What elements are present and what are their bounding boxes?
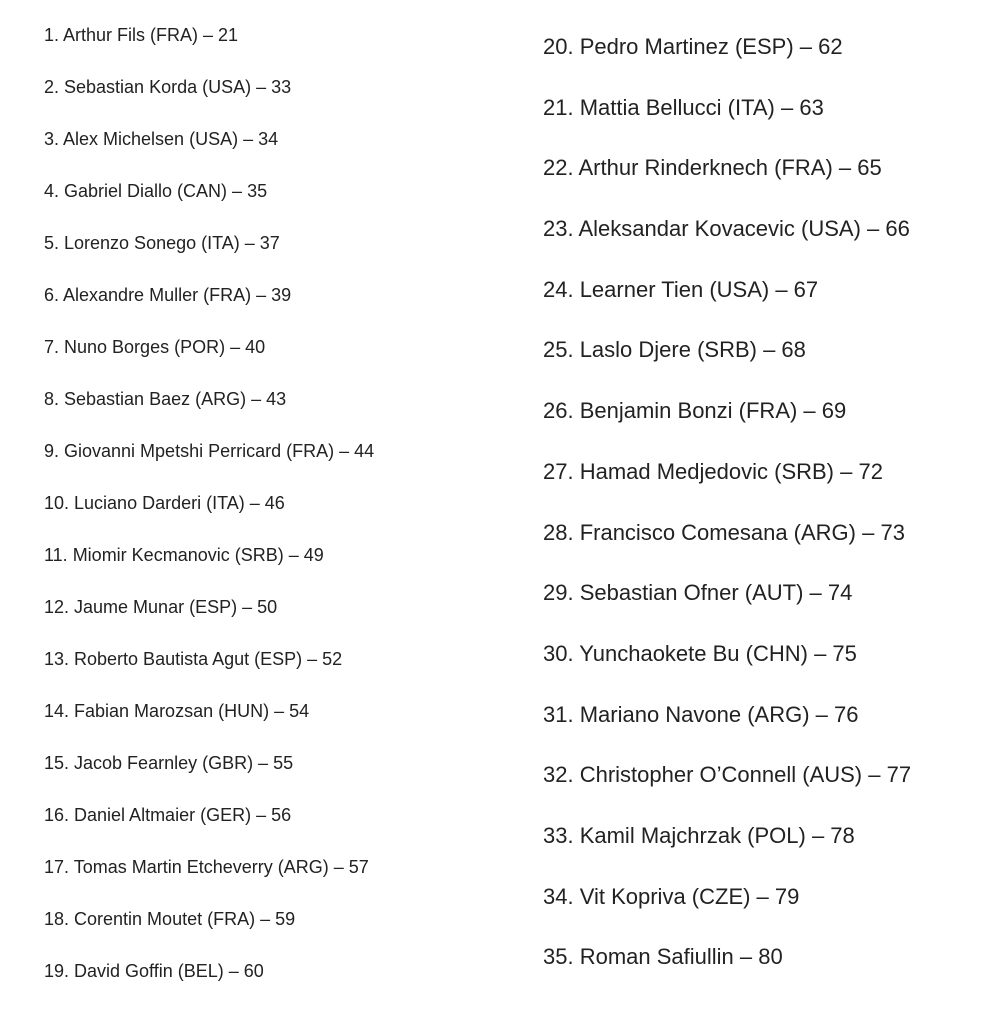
list-item: 35. Roman Safiullin – 80 — [543, 944, 783, 970]
list-item: 19. David Goffin (BEL) – 60 — [44, 961, 264, 981]
list-item: 28. Francisco Comesana (ARG) – 73 — [543, 519, 905, 545]
list-item: 17. Tomas Martin Etcheverry (ARG) – 57 — [44, 857, 369, 877]
list-item: 5. Lorenzo Sonego (ITA) – 37 — [44, 233, 280, 253]
list-item: 20. Pedro Martinez (ESP) – 62 — [543, 34, 843, 59]
list-item: 30. Yunchaokete Bu (CHN) – 75 — [543, 640, 857, 666]
list-item: 13. Roberto Bautista Agut (ESP) – 52 — [44, 649, 343, 669]
list-item: 15. Jacob Fearnley (GBR) – 55 — [44, 753, 294, 773]
list-item: 1. Arthur Fils (FRA) – 21 — [44, 25, 239, 45]
list-item: 25. Laslo Djere (SRB) – 68 — [543, 337, 806, 363]
list-item: 2. Sebastian Korda (USA) – 33 — [44, 77, 292, 97]
list-item: 27. Hamad Medjedovic (SRB) – 72 — [543, 458, 883, 484]
list-item: 11. Miomir Kecmanovic (SRB) – 49 — [44, 545, 324, 565]
list-item: 14. Fabian Marozsan (HUN) – 54 — [44, 701, 310, 721]
list-item: 9. Giovanni Mpetshi Perricard (FRA) – 44 — [44, 441, 375, 461]
list-item: 12. Jaume Munar (ESP) – 50 — [44, 597, 278, 617]
list-item: 21. Mattia Bellucci (ITA) – 63 — [543, 94, 824, 120]
list-item: 18. Corentin Moutet (FRA) – 59 — [44, 909, 296, 929]
player-ranking-list-left — [44, 22, 374, 1010]
list-item: 8. Sebastian Baez (ARG) – 43 — [44, 389, 287, 409]
list-item: 7. Nuno Borges (POR) – 40 — [44, 337, 266, 357]
list-item: 10. Luciano Darderi (ITA) – 46 — [44, 493, 285, 513]
list-item: 34. Vit Kopriva (CZE) – 79 — [543, 883, 800, 909]
list-item: 23. Aleksandar Kovacevic (USA) – 66 — [543, 216, 910, 242]
list-item: 26. Benjamin Bonzi (FRA) – 69 — [543, 398, 847, 424]
list-item: 22. Arthur Rinderknech (FRA) – 65 — [543, 155, 882, 181]
list-item: 16. Daniel Altmaier (GER) – 56 — [44, 805, 292, 825]
list-item: 3. Alex Michelsen (USA) – 34 — [44, 129, 279, 149]
list-item: 4. Gabriel Diallo (CAN) – 35 — [44, 181, 268, 201]
list-item: 29. Sebastian Ofner (AUT) – 74 — [543, 580, 853, 606]
list-item: 24. Learner Tien (USA) – 67 — [543, 276, 819, 302]
list-item: 6. Alexandre Muller (FRA) – 39 — [44, 285, 292, 305]
list-item: 33. Kamil Majchrzak (POL) – 78 — [543, 822, 855, 848]
list-item: 31. Mariano Navone (ARG) – 76 — [543, 701, 859, 727]
player-ranking-list-right — [543, 32, 911, 1003]
list-item: 32. Christopher O’Connell (AUS) – 77 — [543, 762, 912, 788]
